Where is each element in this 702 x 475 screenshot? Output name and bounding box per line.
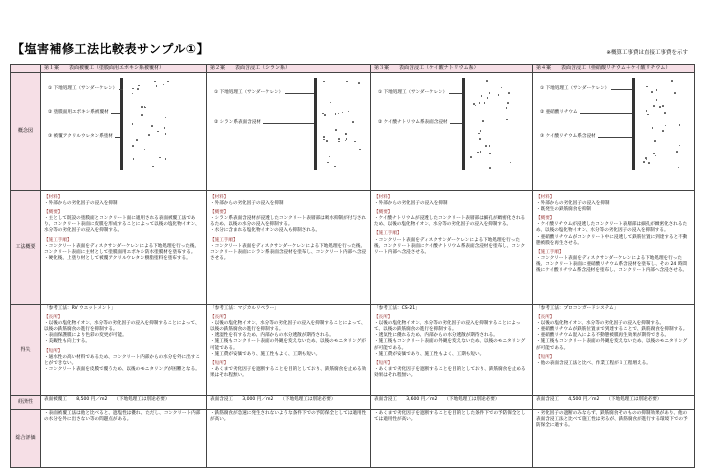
aggregate-dot: [338, 138, 340, 140]
cost-line: [210, 397, 335, 402]
column-header-3: 第３案 表面含浸工（ケイ酸ナトリウム系）: [371, 65, 533, 73]
method-line: ・コンクリート表面をディスクサンダーケレンによる下地処理を行った後、コンクリート表面に主材として塗膜面用エポキシ防水塗膜材を塗布する。: [44, 243, 200, 255]
reference-method: 「参考工法：マジカルリペラー」: [210, 306, 279, 311]
aggregate-dot: [489, 145, 491, 147]
cost-value: 4,500 円／m2: [568, 397, 600, 402]
column-header-2: 第２案 表面含浸工（シラン系）: [207, 65, 371, 73]
aggregate-dot: [159, 157, 161, 159]
materials-title: 【材料】: [536, 195, 555, 200]
cost-line: [536, 397, 661, 402]
evaluation-text: ・劣化因子の遮断のみならず、鉄筋腐食そのものの抑制効果があり、他の表面含浸工法と比べて施工性は劣るが、鉄筋腐食が進行する環境下での予防保全に適する。: [536, 411, 688, 429]
concept-diagram-2: [210, 74, 367, 174]
concrete-wall: [314, 78, 317, 170]
comparison-table: [10, 64, 695, 468]
leader-line: [111, 113, 120, 114]
evaluation-text: ・鉄筋腐食が急速に発生されないような条件下での予防保全としては適用性が高い。: [210, 411, 367, 423]
diagram-label: [378, 120, 448, 128]
merits-line: ・施工費が安価であり、施工性もよく、工期も短い。: [374, 351, 485, 357]
aggregate-dot: [507, 102, 509, 104]
aggregate-dot: [136, 139, 138, 141]
merits-cell-1: [41, 305, 207, 396]
reference-method: 「参考工法：CS-21」: [374, 306, 420, 311]
aggregate-dot: [665, 125, 667, 127]
aggregate-dot: [163, 84, 165, 86]
column-header-4: 第４案 表面含浸工（亜硝酸リチウム＋ケイ酸リチウム）: [533, 65, 695, 73]
aggregate-dot: [338, 141, 340, 143]
aggregate-dot: [498, 94, 500, 96]
aggregate-dot: [485, 145, 487, 147]
aggregate-dot: [141, 114, 143, 116]
overview-cell-2: [207, 191, 371, 305]
method-title: 【施工手順】: [210, 237, 238, 243]
aggregate-dot: [338, 113, 340, 115]
demerits-title: 【短所】: [210, 360, 229, 366]
outline-title: 【概要】: [44, 210, 63, 216]
materials-line: ・外部からの劣化因子の浸入を抑制: [44, 201, 118, 207]
merits-line: ・以後の塩化物イオン、水分等の劣化因子の浸入を抑制する。: [536, 321, 665, 327]
aggregate-dot: [165, 158, 167, 160]
aggregate-dot: [487, 97, 489, 99]
diagram-label-text: ② 亜硝酸リチウム: [540, 110, 578, 115]
aggregate-dot: [646, 110, 648, 112]
aggregate-dot: [481, 95, 483, 97]
merits-title: 【長所】: [44, 315, 63, 321]
aggregate-dot: [323, 139, 325, 141]
aggregate-dot: [345, 133, 347, 135]
overview-cell-4: [533, 191, 695, 305]
page-title: 【塩害補修工法比較表サンプル①】: [12, 42, 210, 56]
outline-title: 【概要】: [374, 210, 393, 216]
materials-line: ・外部からの劣化因子の浸入を抑制: [374, 201, 448, 207]
cost-remark: （下地処理工は別途必要）: [282, 397, 336, 402]
merits-line: ・以後の塩化物イオン、水分等の劣化因子の浸入を抑制することによって、以後の鉄筋腐食の進行を抑制する。: [374, 321, 521, 333]
diagram-label-text: ① 下地処理工（サンダーケレン）: [214, 90, 284, 95]
merits-line: ・以後の塩化物イオン、水分等の劣化因子の浸入を抑制することによって、以後の鉄筋腐食の進行を抑制する。: [44, 321, 200, 333]
aggregate-dot: [486, 80, 488, 82]
cost-remark: （下地処理工は別途必要）: [608, 397, 662, 402]
outline-line: ・亜硝酸リチウムがコンクリート中に浸透して鉄筋位置に到達すると不動態被膜を再生させる。: [536, 234, 688, 246]
merits-title: 【長所】: [210, 315, 229, 321]
aggregate-dot: [323, 81, 325, 83]
concept-diagram-1: [44, 74, 203, 174]
header-corner: [11, 65, 41, 73]
aggregate-dot: [475, 105, 477, 107]
cost-cell-4: [533, 396, 695, 410]
aggregate-dot: [678, 167, 680, 169]
outline-line: ・ケイ酸ナトリウムが浸透したコンクリート表層部は細孔が緻密化されるため、以後の塩化物イオン、水分等の劣化因子の浸入を抑制する。: [374, 216, 526, 228]
method-title: 【施工手順】: [536, 249, 564, 255]
diagram-cell-1: [41, 73, 207, 191]
aggregate-dot: [664, 112, 666, 114]
aggregate-dot: [334, 166, 336, 168]
aggregate-dot: [329, 156, 331, 158]
diagram-label-text: ③ ケイ酸リチウム系含浸材: [540, 134, 596, 139]
cost-value: 8,500 円／m2: [76, 397, 108, 402]
materials-title: 【材料】: [44, 195, 63, 200]
row-label-merits: 得失: [11, 305, 41, 396]
evaluation-text: ・あくまで劣化因子を遮断することを目的とした条件下での予防保全としては適用性が高い。: [374, 411, 526, 423]
diagram-label: [48, 134, 113, 142]
merits-cell-2: [207, 305, 371, 396]
aggregate-dot: [646, 86, 648, 88]
outline-title: 【概要】: [536, 216, 555, 222]
aggregate-dot: [674, 92, 676, 94]
demerits-line: ・あくまで劣化因子を遮断することを目的としており、鉄筋腐食を止める効果はそれ程無い。: [210, 366, 367, 378]
aggregate-dot: [335, 113, 337, 115]
merits-line: ・施工後もコンクリート表面の外観を変えないため、以後のモニタリングが可能である。: [210, 339, 366, 351]
aggregate-dot: [154, 81, 156, 83]
aggregate-dot: [167, 81, 169, 83]
aggregate-dot: [473, 103, 475, 105]
aggregate-dot: [346, 138, 348, 140]
overview-row: [11, 191, 695, 305]
materials-title: 【材料】: [374, 195, 393, 200]
method-line: ・コンクリート表面をディスクサンダーケレンによる下地処理を行った後、コンクリート表面にケイ酸ナトリウム系表面含浸材を塗布し、コンクリート内部へ含浸させる。: [374, 237, 526, 255]
aggregate-dot: [679, 145, 681, 147]
outline-line: ・ケイ酸リチウムが浸透したコンクリート表層部は細孔が緻密化されるため、以後の塩化物イオン、水分等の劣化因子の浸入を抑制する。: [536, 222, 688, 234]
materials-line: ・既発生の鉄筋腐食を抑制: [536, 207, 592, 213]
row-label-diagram: 概念図: [11, 73, 41, 191]
row-label-cost: 経済性: [11, 396, 41, 410]
aggregate-dot: [478, 133, 480, 135]
aggregate-dot: [652, 127, 654, 129]
diagram-label: [48, 110, 109, 118]
diagram-label: [214, 90, 283, 98]
leader-line: [285, 93, 314, 94]
merits-line: ・施工費が安価であり、施工性もよく、工期も短い。: [210, 351, 321, 357]
aggregate-dot: [508, 92, 510, 94]
merits-line: ・施工後もコンクリート表面の外観を変えないため、以後のモニタリングが可能である。: [536, 339, 688, 351]
aggregate-dot: [651, 91, 653, 93]
overview-cell-3: [371, 191, 533, 305]
diagram-cell-3: [371, 73, 533, 191]
method-line: ・硬化後、上塗り材として被覆アクリルウレタン樹脂塗料を塗布する。: [44, 255, 191, 261]
merits-line: ・亜硝酸リチウム混入による不動態被膜再生効果が期待できる。: [536, 333, 670, 339]
leader-line: [449, 93, 462, 94]
leader-line: [115, 137, 120, 138]
cost-label: 表面含浸工: [210, 397, 233, 402]
aggregate-dot: [489, 167, 491, 169]
aggregate-dot: [659, 106, 661, 108]
aggregate-dot: [662, 105, 664, 107]
aggregate-dot: [484, 102, 486, 104]
aggregate-dot: [506, 107, 508, 109]
aggregate-dot: [323, 136, 325, 138]
demerits-title: 【短所】: [536, 354, 555, 360]
merits-line: ・施工後もコンクリート表面の外観を変えないため、以後のモニタリングが可能である。: [374, 339, 526, 351]
aggregate-dot: [144, 149, 146, 151]
merits-line: ・以後の塩化物イオン、水分等の劣化因子の浸入を抑制することによって、以後の鉄筋腐食の進行を抑制する。: [210, 321, 366, 333]
aggregate-dot: [480, 151, 482, 153]
merits-title: 【長所】: [374, 315, 393, 321]
outline-line: ・シラン系表面含浸材が浸透したコンクリート表層部は吸水抑制が付与されるため、以後の水分の浸入を抑制する。: [210, 216, 367, 228]
aggregate-dot: [679, 124, 681, 126]
aggregate-dot: [152, 166, 154, 168]
cost-row: [11, 396, 695, 410]
aggregate-dot: [489, 92, 491, 94]
diagram-label-text: ② 塗膜面用エポキシ系被覆材: [48, 110, 109, 115]
cost-cell-2: [207, 396, 371, 410]
demerits-title: 【短所】: [374, 360, 393, 366]
aggregate-dot: [646, 159, 648, 161]
aggregate-dot: [132, 88, 134, 90]
aggregate-dot: [342, 112, 344, 114]
concept-diagram-3: [374, 74, 529, 174]
reference-method: 「参考工法：RV ウエットメント」: [44, 306, 116, 311]
cost-label: 表面含浸工: [536, 397, 559, 402]
merits-cell-3: [371, 305, 533, 396]
cost-line: [44, 397, 169, 402]
merits-cell-4: [533, 305, 695, 396]
aggregate-dot: [482, 120, 484, 122]
materials-line: ・外部からの劣化因子の浸入を抑制: [210, 201, 284, 207]
aggregate-dot: [480, 130, 482, 132]
aggregate-dot: [662, 130, 664, 132]
cost-remark: （下地処理工は別途必要）: [116, 397, 170, 402]
aggregate-dot: [348, 111, 350, 113]
aggregate-dot: [132, 123, 134, 125]
cost-cell-1: [41, 396, 207, 410]
diagram-label: [540, 110, 578, 118]
cost-note: ※概算工事費は直接工事費を示す: [606, 50, 688, 56]
aggregate-dot: [655, 155, 657, 157]
aggregate-dot: [327, 162, 329, 164]
aggregate-dot: [330, 102, 332, 104]
aggregate-dot: [671, 80, 673, 82]
diagram-label-text: ② ケイ酸ナトリウム系表面含浸材: [378, 120, 448, 125]
aggregate-dot: [165, 133, 167, 135]
aggregate-dot: [148, 134, 150, 136]
aggregate-dot: [479, 102, 481, 104]
aggregate-dot: [643, 161, 645, 163]
cost-line: [374, 397, 499, 402]
aggregate-dot: [470, 156, 472, 158]
aggregate-dot: [506, 119, 508, 121]
merits-line: ・表面保護膜により色彩の変更が可能。: [44, 333, 127, 339]
row-label-overview: 工法概要: [11, 191, 41, 305]
outline-line: ・主として既設の塗膜面とコンクリート面に適用される表面被覆工法であり、コンクリート表面に皮膜を形成することによって以後の塩化物イオン、水分等の劣化因子の浸入を抑制する。: [44, 216, 200, 234]
diagram-label: [540, 134, 596, 142]
diagram-label-text: ③ 被覆アクリルウレタン系塗材: [48, 134, 113, 139]
aggregate-dot: [137, 88, 139, 90]
evaluation-cell-1: [41, 410, 207, 468]
leader-line: [598, 137, 632, 138]
diagram-label: [540, 86, 609, 94]
merits-line: ・透気性に優れるため、内部からの水分透散が期待される。: [374, 333, 498, 339]
header-row: [11, 65, 695, 73]
aggregate-dot: [510, 162, 512, 164]
cost-remark: （下地処理工は別途必要）: [446, 397, 500, 402]
aggregate-dot: [653, 105, 655, 107]
method-title: 【施工手順】: [44, 237, 72, 243]
aggregate-dot: [359, 149, 361, 151]
diagram-label: [214, 120, 261, 128]
method-line: ・コンクリート表面をディスクサンダーケレンによる下地処理を行った後、コンクリート表面に亜硝酸リチウム系含浸材を塗布し、その 24 時間後にケイ酸リチウム系含浸材を塗布し、コンクリート内部へ含浸させる。: [536, 255, 688, 274]
aggregate-dot: [133, 158, 135, 160]
demerits-line: ・コンクリート表面を皮膜で覆うため、以後のモニタリングが困難となる。: [44, 366, 200, 372]
concrete-wall: [120, 78, 123, 170]
merits-line: ・透湿性を有するため、内部からの水分透散が期待される。: [210, 333, 334, 339]
leader-line: [611, 89, 632, 90]
diagram-label: [48, 86, 117, 94]
cost-label: 表面含浸工: [374, 397, 397, 402]
leader-line: [263, 123, 314, 124]
aggregate-dot: [138, 85, 140, 87]
aggregate-dot: [345, 140, 347, 142]
diagram-label-text: ① 下地処理工（サンダーケレン）: [540, 86, 610, 91]
cost-value: 3,000 円／m2: [242, 397, 274, 402]
merits-line: ・亜硝酸リチウムが鉄筋位置まで到達することで、鉄筋腐食を抑制する。: [536, 327, 688, 333]
cost-value: 3,600 円／m2: [406, 397, 438, 402]
evaluation-cell-2: [207, 410, 371, 468]
aggregate-dot: [164, 127, 166, 129]
aggregate-dot: [354, 141, 356, 143]
demerits-title: 【短所】: [44, 348, 63, 354]
aggregate-dot: [676, 151, 678, 153]
merits-row: [11, 305, 695, 396]
aggregate-dot: [352, 121, 354, 123]
aggregate-dot: [647, 114, 649, 116]
evaluation-text: ・表面被覆工法は他と比べると、遮塩性は優れ、ただし、コンクリート内部の水分を外に出さない等の問題点がある。: [44, 411, 201, 423]
aggregate-dot: [132, 145, 134, 147]
aggregate-dot: [346, 81, 348, 83]
aggregate-dot: [326, 140, 328, 142]
cost-cell-3: [371, 396, 533, 410]
leader-line: [580, 113, 632, 114]
diagram-label-text: ① 下地処理工（サンダーケレン）: [378, 90, 448, 95]
aggregate-dot: [489, 153, 491, 155]
row-label-evaluation: 総合評価: [11, 410, 41, 468]
overview-cell-1: [41, 191, 207, 305]
aggregate-dot: [501, 87, 503, 89]
outline-title: 【概要】: [210, 210, 229, 216]
leader-line: [119, 89, 123, 90]
diagram-label: [378, 90, 447, 98]
materials-title: 【材料】: [210, 195, 229, 200]
aggregate-dot: [324, 114, 326, 116]
aggregate-dot: [151, 125, 153, 127]
merits-title: 【長所】: [536, 315, 555, 321]
diagram-label-text: ② シラン系表面含浸材: [214, 120, 261, 125]
merits-line: ・美観性も向上する。: [44, 339, 90, 345]
aggregate-dot: [157, 131, 159, 133]
method-title: 【施工手順】: [374, 231, 402, 237]
diagram-cell-2: [207, 73, 371, 191]
aggregate-dot: [656, 99, 658, 101]
demerits-line: ・あくまで劣化因子を遮断することを目的としており、鉄筋腐食を止める効果はそれ程無い。: [374, 366, 526, 378]
materials-line: ・外部からの劣化因子の浸入を抑制: [536, 201, 610, 207]
demerits-line: ・他の表面含浸工法と比べ、作業工程が１工程増える。: [536, 360, 651, 366]
concrete-wall: [632, 78, 635, 170]
concept-diagram-4: [536, 74, 691, 174]
aggregate-dot: [335, 129, 337, 131]
diagram-row: [11, 73, 695, 191]
demerits-line: ・通水性の高い材料であるため、コンクリート内部からの水分を外に出すことができない。: [44, 354, 200, 366]
aggregate-dot: [477, 152, 479, 154]
aggregate-dot: [156, 85, 158, 87]
evaluation-row: [11, 410, 695, 468]
aggregate-dot: [648, 162, 650, 164]
evaluation-cell-3: [371, 410, 533, 468]
aggregate-dot: [141, 106, 143, 108]
aggregate-dot: [654, 140, 656, 142]
concrete-wall: [462, 78, 465, 170]
evaluation-cell-4: [533, 410, 695, 468]
diagram-label-text: ① 下地処理工（サンダーケレン）: [48, 86, 118, 91]
method-line: ・コンクリート表面をディスクサンダーケレンによる下地処理を行った後、コンクリート表面にシラン系表面含浸材を塗布し、コンクリート内部へ含浸させる。: [210, 243, 367, 261]
column-header-1: 第１案 表面被覆工（塗膜面用エポキシ系被覆材）: [41, 65, 207, 73]
aggregate-dot: [479, 138, 481, 140]
reference-method: 「参考工法：プロコンガードシステム」: [536, 306, 619, 311]
outline-line: ・水分に含まれる塩化物イオンの浸入も抑制される。: [210, 228, 321, 234]
aggregate-dot: [656, 89, 658, 91]
diagram-cell-4: [533, 73, 695, 191]
aggregate-dot: [358, 82, 360, 84]
leader-line: [450, 123, 462, 124]
aggregate-dot: [165, 117, 167, 119]
aggregate-dot: [132, 93, 134, 95]
cost-label: 表面被覆工: [44, 397, 67, 402]
